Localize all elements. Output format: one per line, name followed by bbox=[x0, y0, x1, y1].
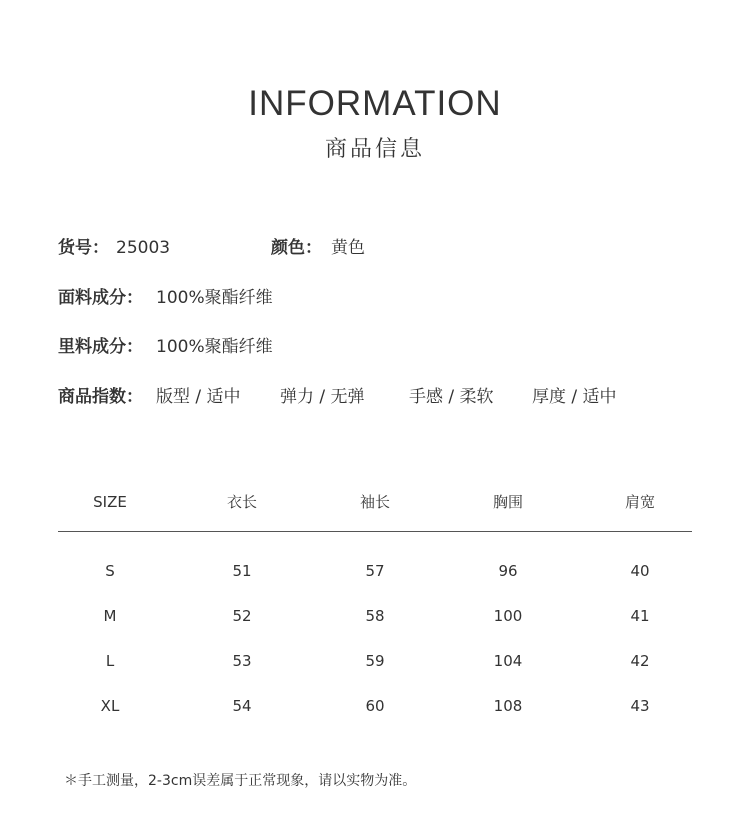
cell-length: 51 bbox=[232, 562, 252, 580]
cell-sleeve: 58 bbox=[365, 607, 385, 625]
header-shoulder: 肩宽 bbox=[624, 493, 655, 511]
index-feel: 手感 / 柔软 bbox=[409, 387, 494, 407]
cell-chest: 108 bbox=[493, 697, 523, 715]
table-divider bbox=[58, 531, 692, 532]
cell-sleeve: 57 bbox=[365, 562, 385, 580]
size-table-header bbox=[58, 490, 692, 514]
info-row-lining bbox=[58, 334, 698, 360]
info-row-fabric bbox=[58, 285, 698, 311]
cell-size: M bbox=[103, 607, 117, 625]
index-fit: 版型 / 适中 bbox=[156, 387, 241, 407]
cell-shoulder: 42 bbox=[630, 652, 650, 670]
cell-sleeve: 60 bbox=[365, 697, 385, 715]
color-label: 颜色： bbox=[271, 238, 322, 258]
cell-chest: 96 bbox=[498, 562, 518, 580]
cell-sleeve: 59 bbox=[365, 652, 385, 670]
measurement-note: ＊手工测量，2-3cm误差属于正常现象，请以实物为准。 bbox=[64, 773, 417, 789]
header-sleeve: 袖长 bbox=[359, 493, 390, 511]
cell-shoulder: 43 bbox=[630, 697, 650, 715]
page-title-cn: 商品信息 bbox=[324, 137, 425, 162]
info-row-index bbox=[58, 384, 698, 410]
table-row bbox=[58, 604, 692, 628]
cell-length: 52 bbox=[232, 607, 252, 625]
cell-length: 54 bbox=[232, 697, 252, 715]
cell-size: S bbox=[105, 562, 115, 580]
lining-value: 100%聚酯纤维 bbox=[156, 337, 273, 357]
table-row bbox=[58, 649, 692, 673]
index-label: 商品指数： bbox=[58, 387, 143, 407]
header-chest: 胸围 bbox=[492, 493, 523, 511]
cell-size: XL bbox=[100, 697, 120, 715]
info-row-sku-color bbox=[58, 235, 698, 261]
header-size: SIZE bbox=[93, 493, 127, 511]
cell-length: 53 bbox=[232, 652, 252, 670]
sku-label: 货号： bbox=[58, 238, 109, 258]
fabric-value: 100%聚酯纤维 bbox=[156, 288, 273, 308]
sku-value: 25003 bbox=[116, 238, 171, 258]
header-length: 衣长 bbox=[226, 493, 257, 511]
index-thickness: 厚度 / 适中 bbox=[532, 387, 617, 407]
index-elasticity: 弹力 / 无弹 bbox=[280, 387, 365, 407]
lining-label: 里料成分： bbox=[58, 337, 143, 357]
cell-chest: 100 bbox=[493, 607, 523, 625]
cell-shoulder: 40 bbox=[630, 562, 650, 580]
cell-chest: 104 bbox=[493, 652, 523, 670]
page-title-en: INFORMATION bbox=[248, 84, 502, 123]
cell-size: L bbox=[105, 652, 115, 670]
color-value: 黄色 bbox=[331, 238, 365, 258]
fabric-label: 面料成分： bbox=[58, 288, 143, 308]
cell-shoulder: 41 bbox=[630, 607, 650, 625]
table-row bbox=[58, 559, 692, 583]
table-row bbox=[58, 694, 692, 718]
